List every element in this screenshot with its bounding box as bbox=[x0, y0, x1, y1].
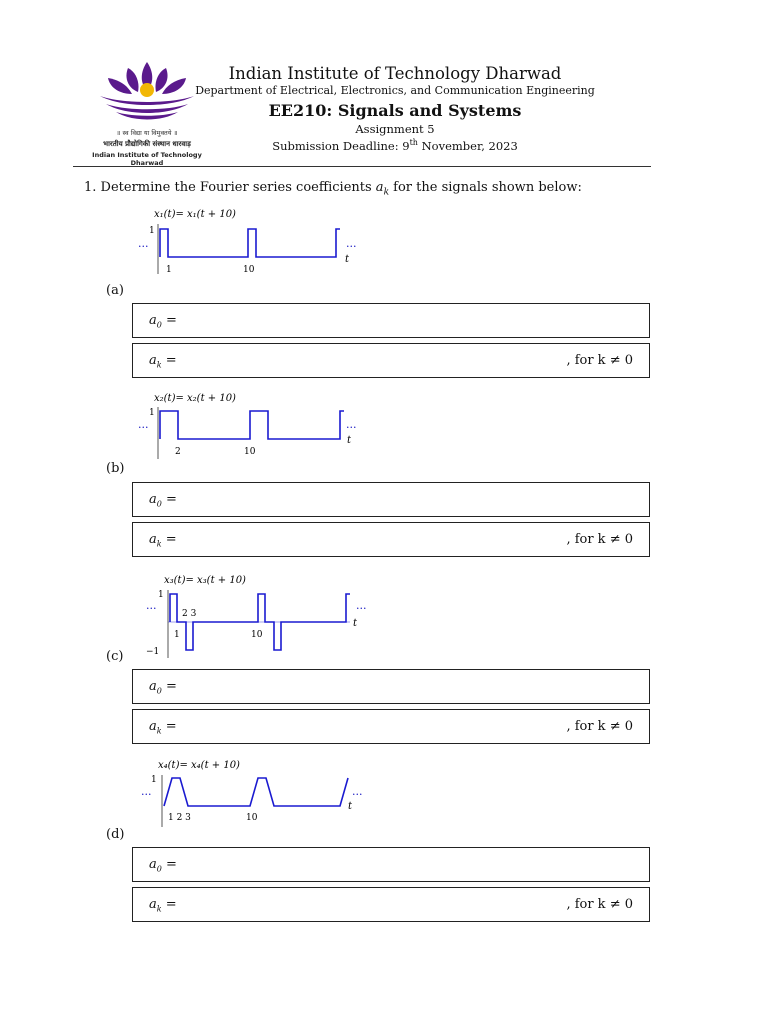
tick-label: 10 bbox=[246, 813, 258, 823]
ak-condition: , for k ≠ 0 bbox=[566, 353, 633, 368]
logo-english-name: Indian Institute of Technology Dharwad bbox=[92, 151, 202, 167]
a0-label: $a_0$ = bbox=[149, 313, 177, 330]
part-label-d: (d) bbox=[106, 827, 125, 842]
tick-label: 1 bbox=[166, 265, 172, 274]
header-divider bbox=[73, 166, 651, 167]
axis-var: t bbox=[347, 435, 352, 446]
signal-waveform bbox=[160, 411, 344, 439]
y-tick-label: 1 bbox=[158, 590, 164, 600]
ak-condition: , for k ≠ 0 bbox=[566, 532, 633, 547]
ak-condition: , for k ≠ 0 bbox=[566, 897, 633, 912]
answer-box-ak-c[interactable] bbox=[132, 709, 650, 744]
ak-label: $a_k$ = bbox=[149, 897, 177, 914]
part-label-b: (b) bbox=[106, 461, 125, 476]
dots-right: ... bbox=[346, 418, 357, 431]
ak-label: $a_k$ = bbox=[149, 719, 177, 736]
signal-waveform bbox=[164, 778, 348, 806]
signal-plot-c bbox=[140, 570, 380, 662]
plot-title: x₃(t)= x₃(t + 10) bbox=[164, 575, 246, 586]
plot-title: x₂(t)= x₂(t + 10) bbox=[154, 393, 236, 404]
y-tick-label: 1 bbox=[149, 408, 155, 418]
department-name: Department of Electrical, Electronics, and Communication Engineering bbox=[195, 84, 595, 97]
answer-box-ak-a[interactable] bbox=[132, 343, 650, 378]
y-tick-label: 1 bbox=[149, 226, 155, 236]
tick-label: 10 bbox=[243, 265, 255, 274]
ak-condition: , for k ≠ 0 bbox=[566, 719, 633, 734]
answer-box-a0-b[interactable] bbox=[132, 482, 650, 517]
dots-left: ... bbox=[138, 418, 149, 431]
dots-left: ... bbox=[141, 785, 152, 798]
axis-var: t bbox=[345, 254, 350, 265]
question-text: 1. Determine the Fourier series coefficients $a_k$ for the signals shown below: bbox=[84, 180, 582, 198]
answer-box-ak-d[interactable] bbox=[132, 887, 650, 922]
submission-deadline: Submission Deadline: 9th November, 2023 bbox=[272, 138, 518, 153]
dots-right: ... bbox=[356, 599, 367, 612]
dots-right: ... bbox=[352, 785, 363, 798]
tick-label: 1 bbox=[174, 630, 180, 640]
tick-label: 1 2 3 bbox=[168, 813, 191, 823]
part-label-a: (a) bbox=[106, 283, 124, 298]
y-tick-label: −1 bbox=[146, 647, 160, 657]
logo-hindi-name: भारतीय प्रौद्योगिकी संस्थान धारवाड़ bbox=[103, 140, 191, 148]
ak-label: $a_k$ = bbox=[149, 353, 177, 370]
tick-label: 2 bbox=[175, 447, 181, 457]
tick-label: 10 bbox=[244, 447, 256, 457]
institute-name: Indian Institute of Technology Dharwad bbox=[228, 64, 562, 83]
signal-waveform bbox=[160, 229, 340, 257]
assignment-number: Assignment 5 bbox=[355, 122, 435, 136]
logo-motto: ॥ स्व विद्या या विमुक्तये ॥ bbox=[116, 129, 178, 137]
a0-label: $a_0$ = bbox=[149, 679, 177, 696]
dots-right: ... bbox=[346, 237, 357, 250]
axis-var: t bbox=[348, 801, 353, 812]
answer-box-a0-c[interactable] bbox=[132, 669, 650, 704]
plot-title: x₄(t)= x₄(t + 10) bbox=[158, 760, 240, 771]
tick-label: 2 3 bbox=[182, 609, 197, 619]
a0-label: $a_0$ = bbox=[149, 857, 177, 874]
answer-box-a0-a[interactable] bbox=[132, 303, 650, 338]
answer-box-ak-b[interactable] bbox=[132, 522, 650, 557]
signal-plot-b bbox=[132, 387, 372, 459]
dots-left: ... bbox=[138, 237, 149, 250]
part-label-c: (c) bbox=[106, 649, 124, 664]
lotus-logo-icon bbox=[92, 58, 202, 126]
a0-label: $a_0$ = bbox=[149, 492, 177, 509]
ak-label: $a_k$ = bbox=[149, 532, 177, 549]
answer-box-a0-d[interactable] bbox=[132, 847, 650, 882]
signal-plot-d bbox=[138, 755, 378, 827]
signal-plot-a bbox=[132, 204, 372, 274]
axis-var: t bbox=[353, 618, 358, 629]
y-tick-label: 1 bbox=[151, 775, 157, 785]
dots-left: ... bbox=[146, 599, 157, 612]
course-title: EE210: Signals and Systems bbox=[268, 101, 522, 120]
tick-label: 10 bbox=[251, 630, 263, 640]
plot-title: x₁(t)= x₁(t + 10) bbox=[154, 209, 236, 220]
